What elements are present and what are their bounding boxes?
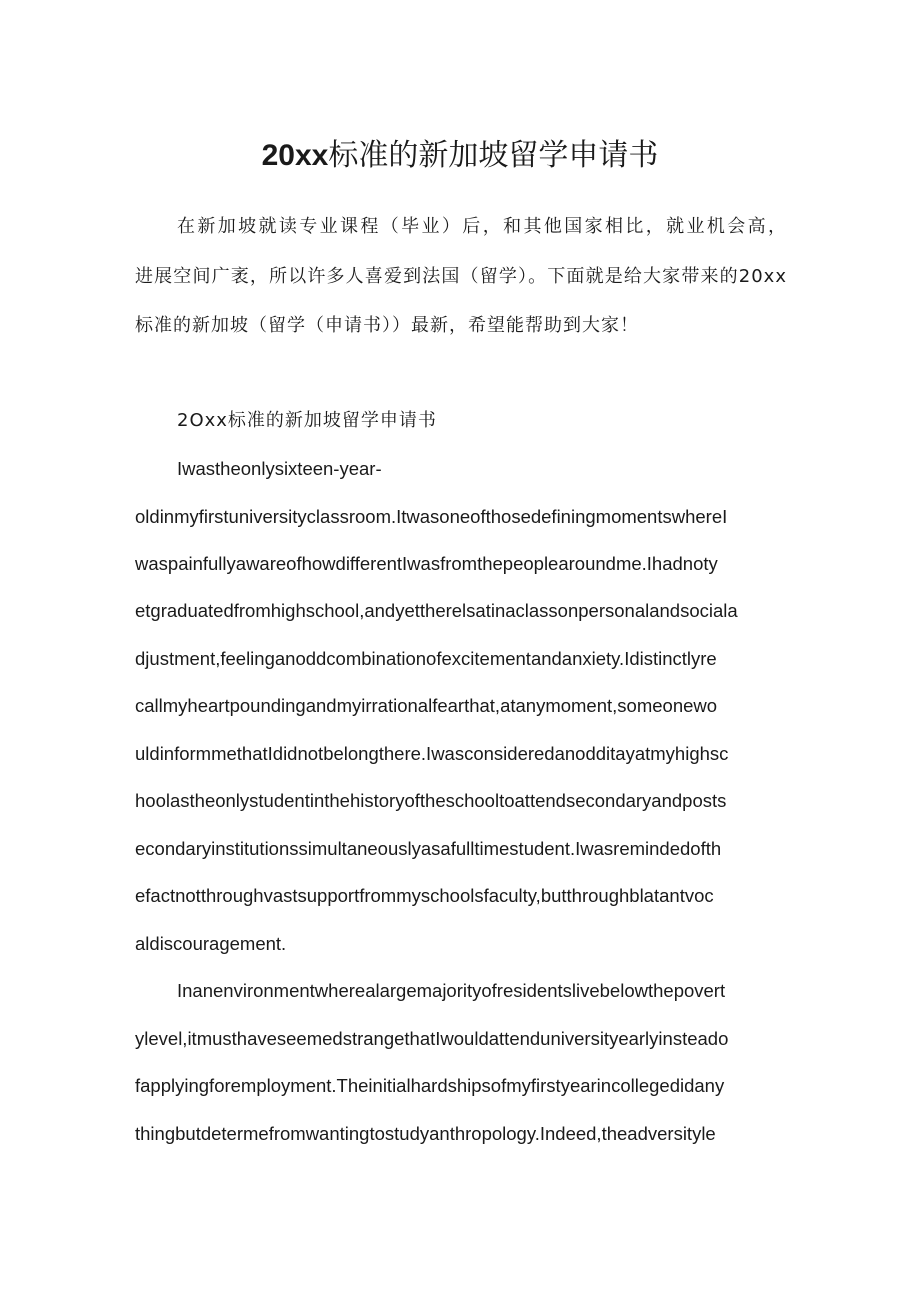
paragraph1-line-3: waspainfullyawareofhowdifferentIwasfromthepeoplearoundme.Ihadnoty (135, 553, 718, 574)
paragraph1-line-5: djustment,feelinganoddcombinationofexcitementandanxiety.Idistinctlyre (135, 648, 717, 669)
paragraph2-line-2: ylevel,itmusthaveseemedstrangethatIwouldattenduniversityearlyinsteado (135, 1028, 729, 1049)
paragraph1-line-10: efactnotthroughvastsupportfrommyschoolsfaculty,butthroughblatantvoc (135, 885, 714, 906)
paragraph1-line-1: Iwastheonlysixteen-year- (177, 458, 382, 479)
paragraph2-line-1: Inanenvironmentwherealargemajorityofresidentslivebelowthepovert (177, 980, 726, 1001)
paragraph2-line-4: thingbutdetermefromwantingtostudyanthropology.Indeed,theadversityle (135, 1123, 716, 1144)
paragraph2-line-3: fapplyingforemployment.Theinitialhardshipsofmyfirstyearincollegedidany (135, 1075, 725, 1096)
paragraph1-line-6: callmyheartpoundingandmyirrationalfearthat,atanymoment,someonewo (135, 695, 718, 716)
page-title (0, 134, 920, 178)
paragraph1-line-2: oldinmyfirstuniversityclassroom.ItwasoneofthosedefiningmomentswhereI (135, 506, 728, 527)
intro-line-3: 标准的新加坡（留学（申请书））最新，希望能帮助到大家！ (135, 315, 639, 336)
intro-line-2: 进展空间广袤，所以许多人喜爱到法国（留学）。下面就是给大家带来的20xx (135, 266, 787, 287)
title-year: 20xx (261, 139, 329, 172)
paragraph1-line-4: etgraduatedfromhighschool,andyettherelsatinaclassonpersonalandsociala (135, 600, 738, 621)
subheading: 2Oxx标准的新加坡留学申请书 (177, 410, 437, 431)
paragraph1-line-7: uldinformmethatIdidnotbelongthere.Iwasconsideredanodditayatmyhighsc (135, 743, 729, 764)
title-text: 标准的新加坡留学申请书 (328, 138, 659, 173)
paragraph1-line-11: aldiscouragement. (135, 933, 287, 954)
paragraph1-line-8: hoolastheonlystudentinthehistoryoftheschooltoattendsecondaryandposts (135, 790, 727, 811)
paragraph1-line-9: econdaryinstitutionssimultaneouslyasafulltimestudent.Iwasremindedofth (135, 838, 722, 859)
intro-line-1: 在新加坡就读专业课程（毕业）后，和其他国家相比，就业机会高， (177, 216, 787, 237)
